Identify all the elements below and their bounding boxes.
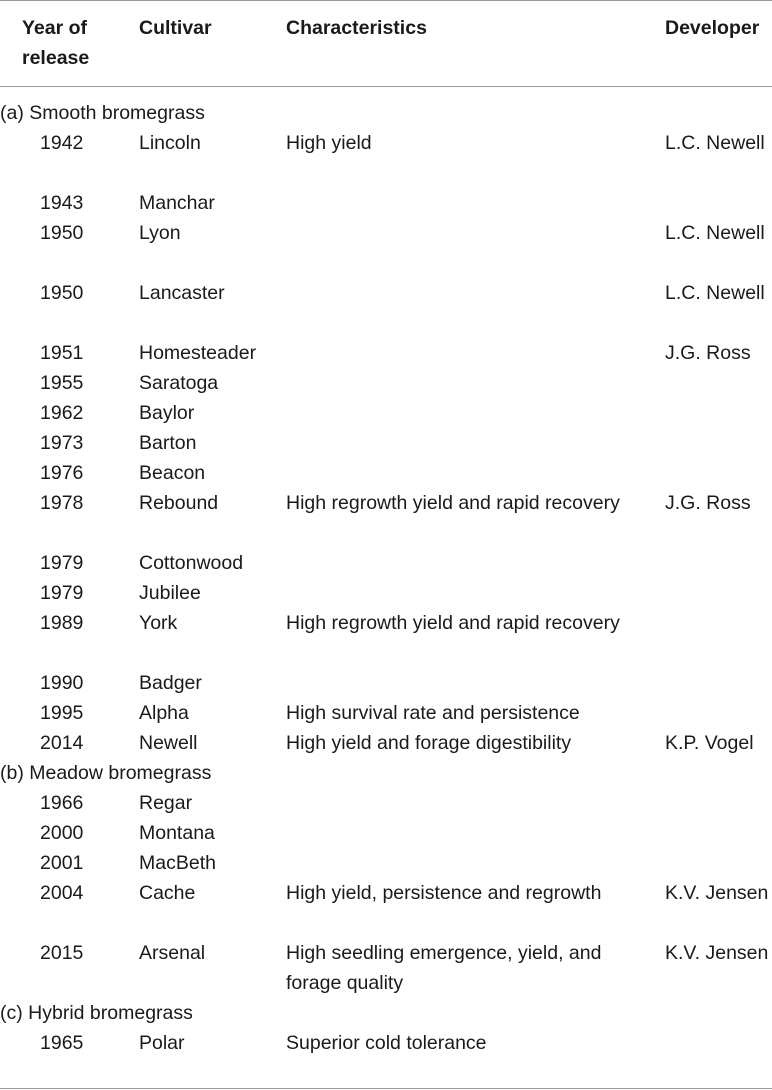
cell-year: 2001 [40,852,84,874]
header-developer: Developer [665,17,760,39]
cell-characteristics: High seedling emergence, yield, and forage quality [286,942,602,994]
header-characteristics: Characteristics [286,17,427,39]
cell-year: 1943 [40,192,84,214]
cell-cultivar: Regar [139,792,193,814]
table-row [0,458,772,488]
cell-cultivar: Cache [139,882,196,904]
table-row [0,368,772,398]
cell-year: 1976 [40,462,84,484]
cell-year: 1951 [40,342,84,364]
table-body [0,98,772,1058]
cell-cultivar: Rebound [139,492,219,514]
cell-cultivar: Polar [139,1032,185,1054]
section-title: (c) Hybrid bromegrass [0,1002,193,1024]
cell-year: 1950 [40,222,84,244]
table-row [0,578,772,608]
cell-characteristics: High survival rate and persistence [286,702,580,724]
cell-year: 1978 [40,492,84,514]
cell-cultivar: Montana [139,822,215,844]
cell-characteristics: High yield, persistence and regrowth [286,882,602,904]
table-row [0,278,772,338]
cell-year: 1966 [40,792,84,814]
cell-characteristics: Superior cold tolerance [286,1032,487,1054]
table-row [0,608,772,668]
cell-cultivar: Arsenal [139,942,206,964]
cell-characteristics: High yield [286,132,372,154]
cell-year: 1965 [40,1032,84,1054]
table-row [0,848,772,878]
cell-cultivar: Cottonwood [139,552,244,574]
table-row [0,788,772,818]
table-row [0,188,772,218]
cell-cultivar: Newell [139,732,198,754]
table-row [0,938,772,998]
cell-developer: K.V. Jensen [665,882,769,904]
table-row [0,548,772,578]
cell-cultivar: Manchar [139,192,215,214]
cell-year: 2015 [40,942,84,964]
table-row [0,728,772,758]
cell-developer: J.G. Ross [665,492,751,514]
cell-developer: K.P. Vogel [665,732,754,754]
cell-year: 1979 [40,552,84,574]
cell-developer: L.C. Newell [665,222,765,244]
section-title: (b) Meadow bromegrass [0,762,212,784]
cell-cultivar: Lancaster [139,282,225,304]
cell-cultivar: Alpha [139,702,189,724]
cell-year: 1990 [40,672,84,694]
cell-year: 1989 [40,612,84,634]
table-row [0,818,772,848]
header-cultivar: Cultivar [139,17,212,39]
cell-characteristics: High yield and forage digestibility [286,732,572,754]
cell-year: 1962 [40,402,84,424]
table-row [0,428,772,458]
cell-cultivar: Saratoga [139,372,219,394]
section-title: (a) Smooth bromegrass [0,102,205,124]
cell-cultivar: Beacon [139,462,206,484]
cell-year: 2000 [40,822,84,844]
cell-cultivar: Badger [139,672,202,694]
cell-cultivar: Lyon [139,222,181,244]
table-bottom-rule [0,1088,772,1089]
cell-characteristics: High regrowth yield and rapid recovery [286,492,620,514]
cell-cultivar: Homesteader [139,342,257,364]
table-row [0,488,772,548]
table-row [0,878,772,938]
cell-year: 1973 [40,432,84,454]
table-row [0,668,772,698]
table-row [0,1028,772,1058]
cell-developer: K.V. Jensen [665,942,769,964]
cell-year: 1950 [40,282,84,304]
cell-year: 2004 [40,882,84,904]
cell-year: 1942 [40,132,84,154]
table-row [0,218,772,278]
cell-cultivar: Lincoln [139,132,201,154]
cell-characteristics: High regrowth yield and rapid recovery [286,612,620,634]
cell-cultivar: Jubilee [139,582,201,604]
table-row [0,698,772,728]
table-row [0,338,772,368]
cell-cultivar: Baylor [139,402,195,424]
table-row [0,398,772,428]
cell-developer: L.C. Newell [665,132,765,154]
header-year-of-release: Year of release [22,17,90,69]
cell-year: 1995 [40,702,84,724]
table-header [0,0,772,86]
cell-developer: J.G. Ross [665,342,751,364]
cell-year: 1955 [40,372,84,394]
table-row [0,128,772,188]
cell-cultivar: Barton [139,432,197,454]
cell-year: 2014 [40,732,84,754]
cell-cultivar: MacBeth [139,852,216,874]
cell-year: 1979 [40,582,84,604]
header-rule [0,86,772,87]
cell-cultivar: York [139,612,178,634]
cell-developer: L.C. Newell [665,282,765,304]
